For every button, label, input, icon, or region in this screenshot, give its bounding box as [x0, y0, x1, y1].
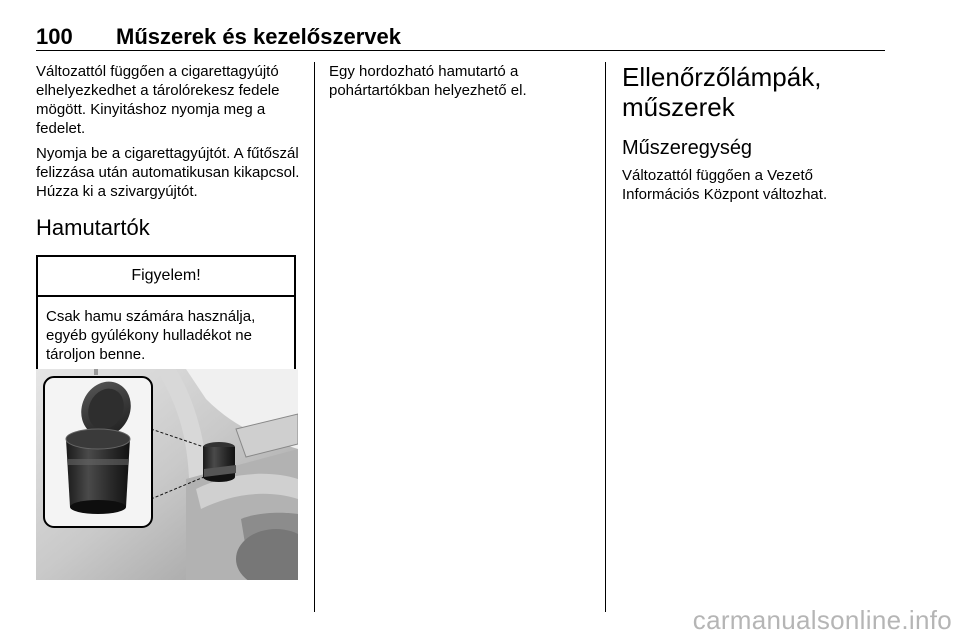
paragraph: Egy hordozható hamutartó a pohártartókban helyezhető el. [329, 63, 527, 99]
page-header [36, 24, 885, 51]
warning-title: Figyelem! [38, 257, 294, 297]
warning-body: Csak hamu számára használja, egyéb gyúlékony hulladékot ne tároljon benne. [46, 308, 256, 363]
column-left [36, 62, 300, 374]
chapter-title: Műszerek és kezelőszervek [116, 24, 401, 49]
watermark: carmanualsonline.info [692, 605, 952, 635]
column-divider [314, 62, 315, 612]
warning-box [36, 255, 296, 374]
chapter-section-heading: Ellenőrzőlámpák, műszerek [622, 62, 822, 122]
column-middle [329, 62, 591, 106]
section-heading: Hamutartók [36, 215, 150, 240]
paragraph: Változattól függően a cigarettagyújtó elhelyezkedhet a tárolórekesz fedele mögött. Kinyitáshoz nyomja meg a fedelet. [36, 63, 280, 137]
paragraph: Nyomja be a cigarettagyújtót. A fűtőszál felizzása után automatikusan kikapcsol. Húzza ki a szivargyújtót. [36, 145, 300, 200]
column-divider [605, 62, 606, 612]
page-number: 100 [36, 24, 73, 49]
column-right [622, 62, 884, 210]
subsection-heading: Műszeregység [622, 137, 753, 159]
paragraph: Változattól függően a Vezető Információs Központ változhat. [622, 167, 828, 203]
ashtray-illustration [36, 369, 298, 580]
